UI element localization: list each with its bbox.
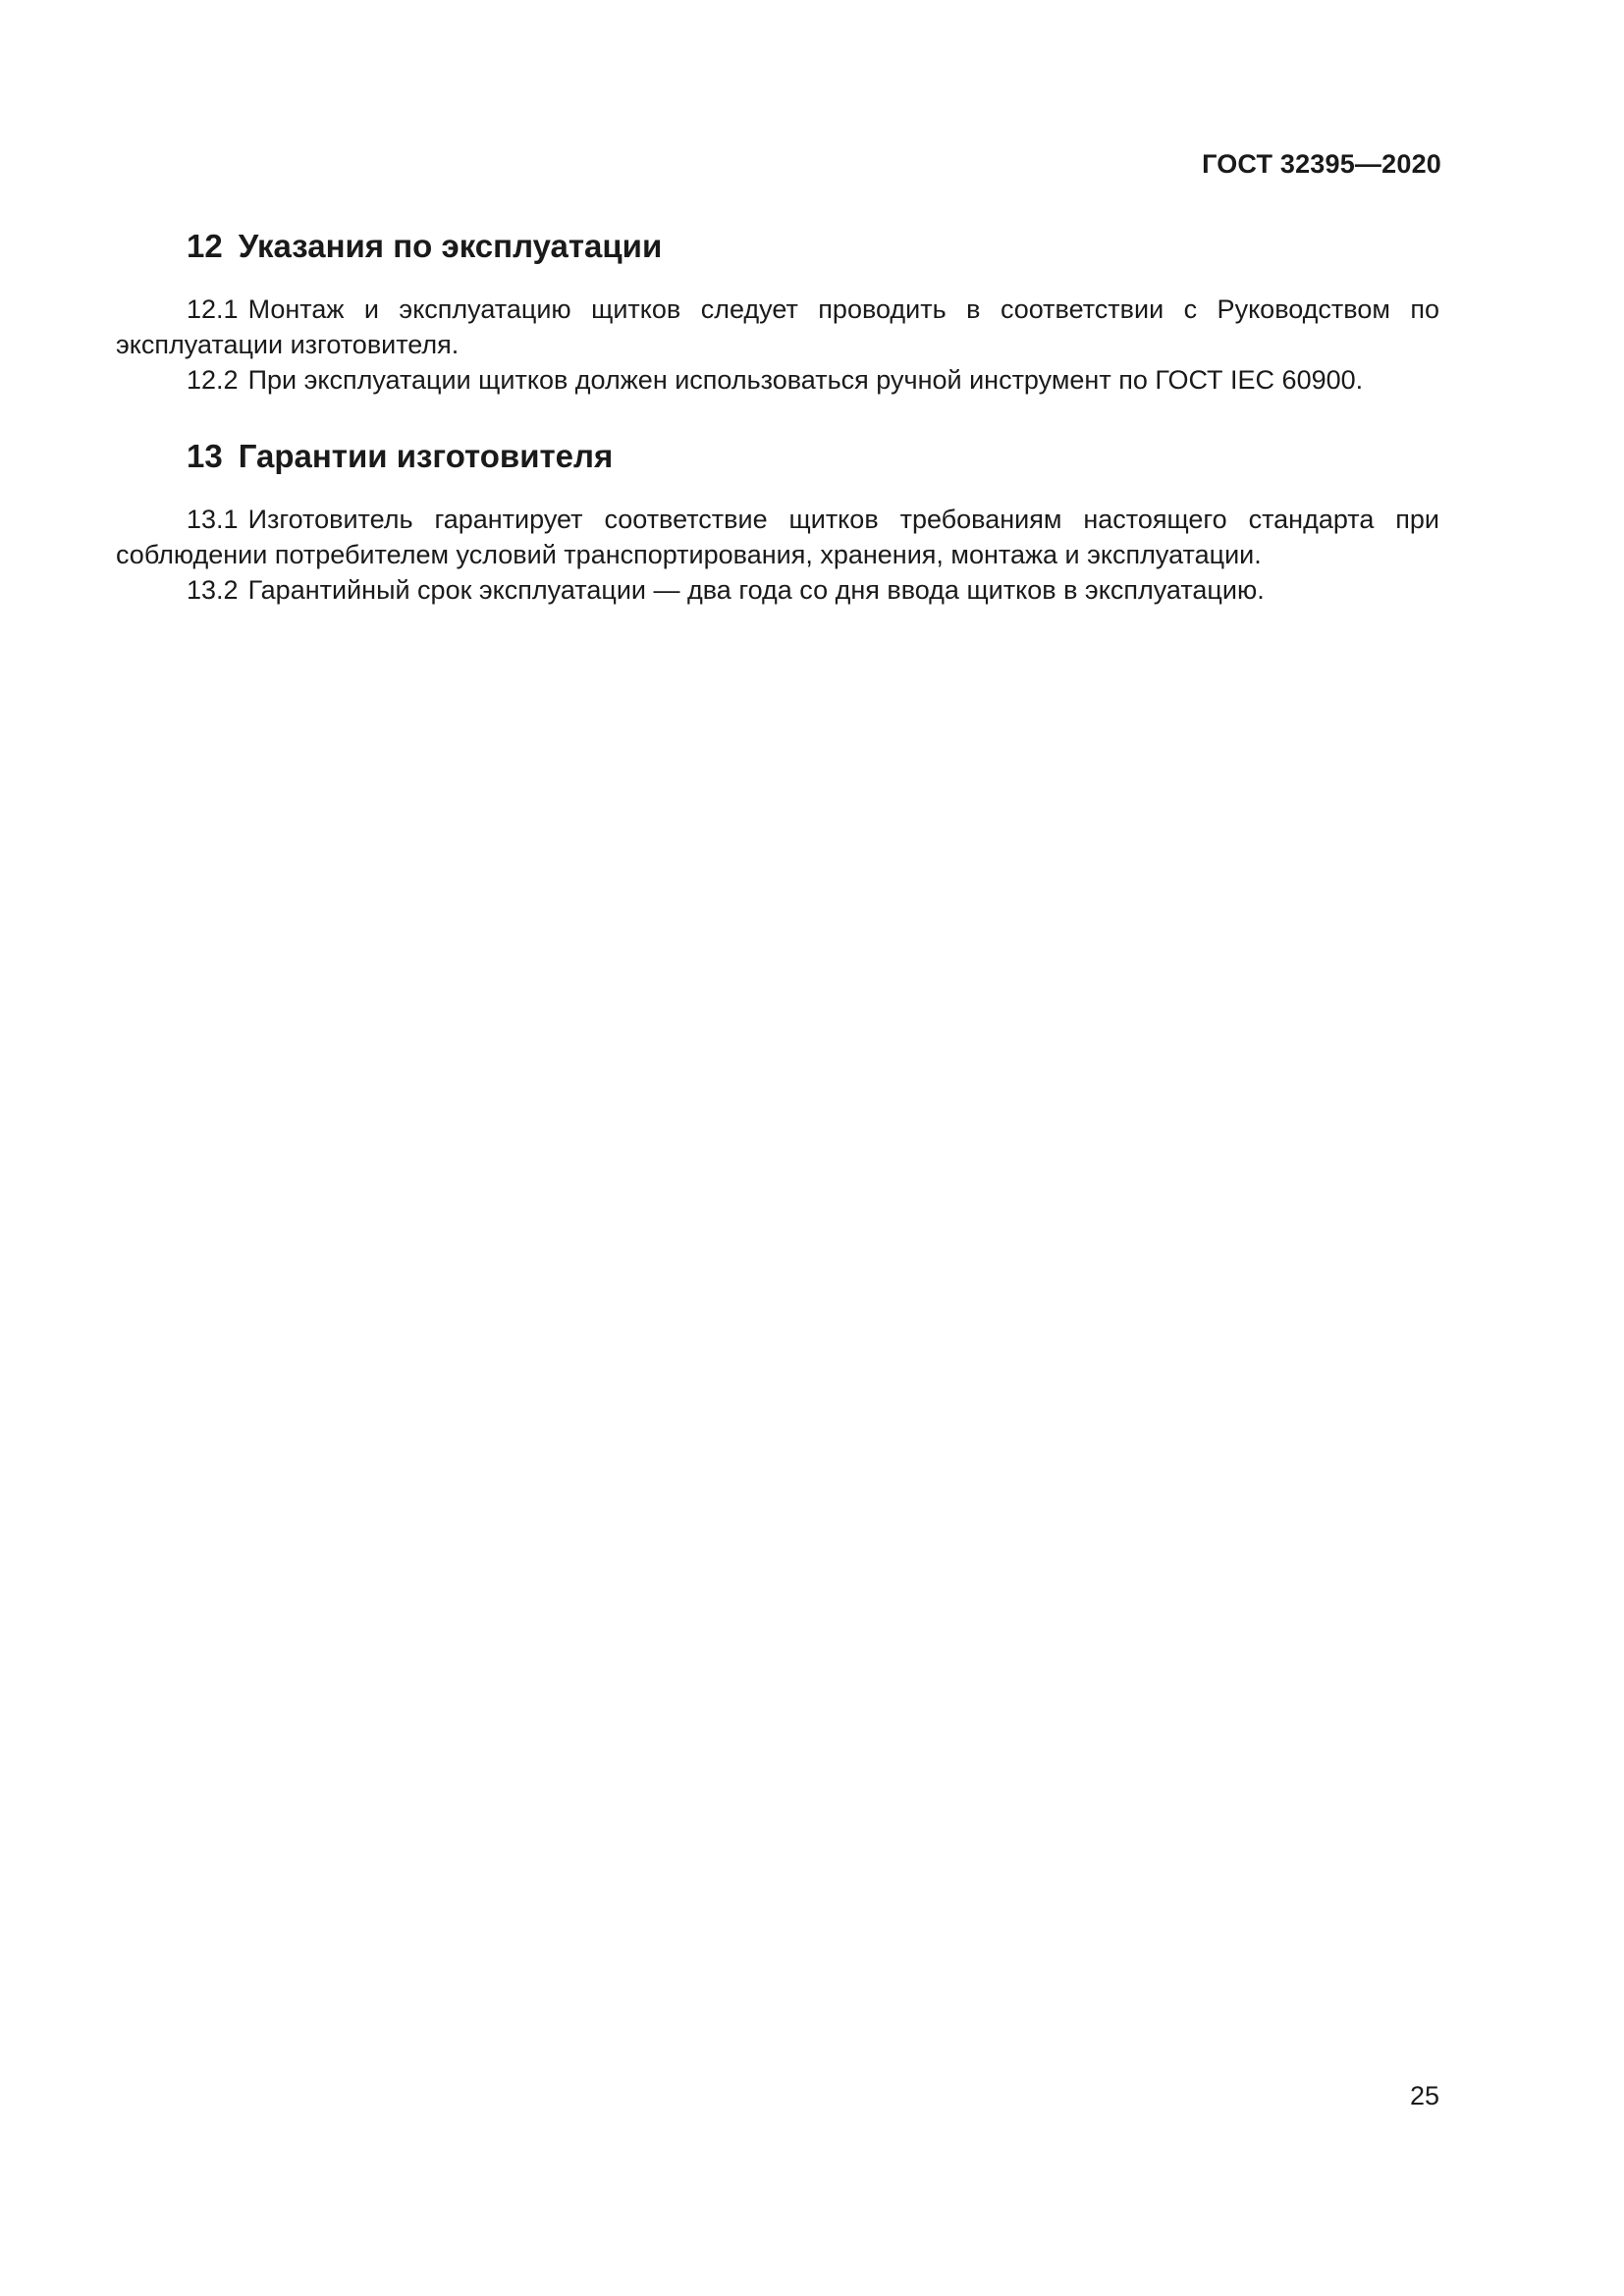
clause-number: 13.1	[187, 505, 239, 534]
section-heading	[116, 431, 1439, 482]
section-13	[116, 431, 1439, 608]
section-number: 13	[187, 438, 223, 474]
clause-number: 12.1	[187, 294, 239, 324]
section-12	[116, 221, 1439, 398]
clause-12-2	[116, 362, 1439, 398]
clause-text: Изготовитель гарантирует соответствие щитков требованиям настоящего стандарта при соблюдении потребителем условий транспортирования, хранения, монтажа и эксплуатации.	[116, 505, 1439, 569]
section-title: Гарантии изготовителя	[238, 438, 614, 474]
section-title: Указания по эксплуатации	[238, 228, 663, 264]
clause-text: Гарантийный срок эксплуатации — два года со дня ввода щитков в эксплуатацию.	[247, 575, 1265, 605]
section-number: 12	[187, 228, 223, 264]
clause-12-1	[116, 292, 1439, 362]
section-body	[116, 502, 1439, 608]
clause-text: При эксплуатации щитков должен использоваться ручной инструмент по ГОСТ IEC 60900.	[247, 365, 1364, 395]
page-number: 25	[1409, 2081, 1439, 2110]
document-body	[116, 221, 1439, 608]
clause-13-2	[116, 572, 1439, 608]
section-heading	[116, 221, 1439, 272]
clause-number: 12.2	[187, 365, 239, 395]
clause-text: Монтаж и эксплуатацию щитков следует проводить в соответствии с Руководством по эксплуатации изготовителя.	[116, 294, 1439, 359]
document-code: ГОСТ 32395—2020	[1202, 149, 1441, 179]
section-body	[116, 292, 1439, 398]
clause-number: 13.2	[187, 575, 239, 605]
clause-13-1	[116, 502, 1439, 572]
